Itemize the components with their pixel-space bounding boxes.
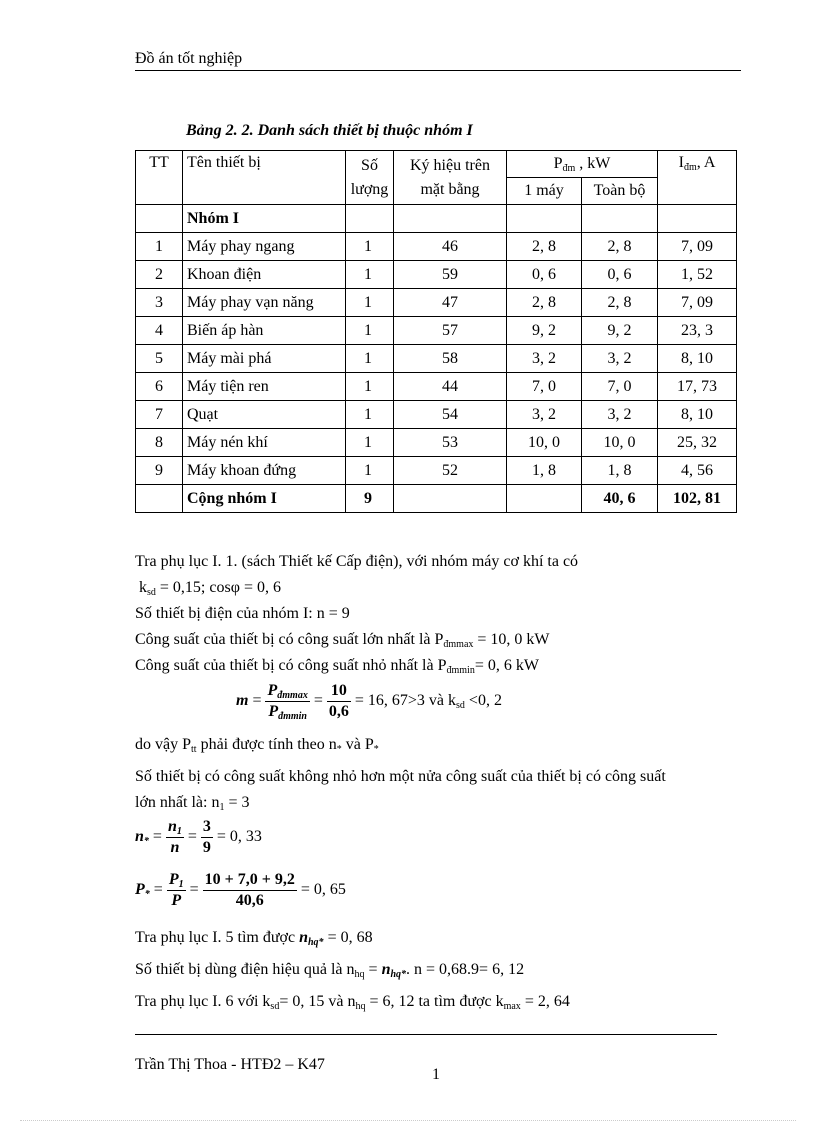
footer-rule [135,1034,717,1035]
text-line-4: Công suất của thiết bị có công suất lớn nhất là $P_{đmmax} = 10$, 0 kW [135,631,550,650]
cell-name: Máy phay vạn năng [183,289,346,317]
header-rule [135,70,741,71]
header-title: Đồ án tốt nghiệp [135,50,243,67]
cell-qty: 1 [346,261,394,289]
header-symbol: Ký hiệu trên mặt bằng [394,151,507,205]
cell-i: 8, 10 [658,401,737,429]
table-row [136,289,737,317]
table-row [136,401,737,429]
cell-sym: 44 [394,373,507,401]
cell-sym: 58 [394,345,507,373]
page-number: 1 [432,1066,440,1083]
cell-qty: 1 [346,233,394,261]
cell-tt: 5 [136,345,183,373]
cell-pall: 7, 0 [582,373,658,401]
text-line-3: Số thiết bị điện của nhóm I: n = 9 [135,605,350,622]
cell-sym: 57 [394,317,507,345]
cell-pall: 2, 8 [582,289,658,317]
cell-sym: 52 [394,457,507,485]
text-line-8: lớn nhất là: $n_1 = 3$ [135,794,250,813]
header-power-all: Toàn bộ [582,178,658,205]
cell-name: Máy khoan đứng [183,457,346,485]
cell-qty: 1 [346,345,394,373]
cell-qty: 1 [346,373,394,401]
cell-pall: 9, 2 [582,317,658,345]
cell-pall: 2, 8 [582,233,658,261]
header-power: $P_{đm}$ , kW [507,151,658,178]
text-line-7: Số thiết bị có công suất không nhỏ hơn một nửa công suất của thiết bị có công suất [135,768,666,785]
cell-qty: 1 [346,429,394,457]
cell-pall: 3, 2 [582,345,658,373]
text-line-10: Số thiết bị dùng điện hiệu quả là $n_{hq} = n_{hq*}$. n = 0,68.9= 6, 12 [135,961,525,980]
cell-p1: 9, 2 [507,317,582,345]
cell-name: Máy mài phá [183,345,346,373]
cell-tt: 7 [136,401,183,429]
table-row [136,373,737,401]
cell-name: Máy nén khí [183,429,346,457]
cell-qty: 1 [346,317,394,345]
cell-i: 17, 73 [658,373,737,401]
cell-p1: 3, 2 [507,401,582,429]
table-row [136,233,737,261]
cell-name: Biến áp hàn [183,317,346,345]
cell-p1: 1, 8 [507,457,582,485]
cell-name: Quạt [183,401,346,429]
cell-p1: 0, 6 [507,261,582,289]
cell-tt: 2 [136,261,183,289]
header-current: $I_{đm}$, A [658,151,737,205]
table-row [136,261,737,289]
cell-pall: 3, 2 [582,401,658,429]
cell-qty: 1 [346,289,394,317]
cell-name: Máy phay ngang [183,233,346,261]
cell-name: Máy tiện ren [183,373,346,401]
cell-pall: 10, 0 [582,429,658,457]
table-caption: Bảng 2. 2. Danh sách thiết bị thuộc nhóm I [186,122,473,139]
cell-pall: 0, 6 [582,261,658,289]
cell-i: 4, 56 [658,457,737,485]
text-line-1: Tra phụ lục I. 1. (sách Thiết kế Cấp điện), với nhóm máy cơ khí ta có [135,553,579,570]
text-line-2: $k_{sd} = 0,15$; cosφ = 0, 6 [139,579,281,598]
total-row: Cộng nhóm I 9 40, 6 102, 81 [136,485,737,513]
header-tt: TT [136,151,183,205]
text-line-9: Tra phụ lục I. 5 tìm được $n_{hq*} = 0$, 68 [135,929,373,948]
cell-qty: 1 [346,401,394,429]
table-row [136,457,737,485]
formula-n-star: $n_*$ = $\frac{n_1}{n}$ = $\frac{3}{9}$ = 0, 33 [135,818,262,856]
cell-tt: 3 [136,289,183,317]
cell-pall: 1, 8 [582,457,658,485]
table-row [136,317,737,345]
cell-tt: 6 [136,373,183,401]
cell-name: Khoan điện [183,261,346,289]
formula-m: m = $\frac{P_{đmmax}}{P_{đmmin}}$ = $\frac{10}{0,6}$ = 16, 67>3 và $k_{sd} <0$, 2 [236,682,502,722]
cell-tt: 8 [136,429,183,457]
text-line-11: Tra phụ lục I. 6 với $k_{sd}= 0$, 15 và $n_{hq} = 6$, 12 ta tìm được $k_{max} = 2$, 64 [135,993,570,1012]
text-line-6: do vậy $P_{tt}$ phải được tính theo $n_*$ và $P_*$ [135,736,379,755]
cell-sym: 59 [394,261,507,289]
device-table [135,150,737,513]
cell-sym: 53 [394,429,507,457]
header-name: Tên thiết bị [183,151,346,205]
cell-p1: 10, 0 [507,429,582,457]
cell-qty: 1 [346,457,394,485]
cell-sym: 47 [394,289,507,317]
formula-p-star: $P_*$ = $\frac{P_1}{P}$ = $\frac{10 + 7,0 + 9,2}{40,6}$ = 0, 65 [135,871,346,909]
text-line-5: Công suất của thiết bị có công suất nhỏ nhất là $P_{đmmin}= 0$, 6 kW [135,657,539,676]
header-qty: Số lượng [346,151,394,205]
group-label: Nhóm I [183,205,346,233]
cell-i: 25, 32 [658,429,737,457]
cell-p1: 2, 8 [507,289,582,317]
table-row [136,429,737,457]
cell-p1: 2, 8 [507,233,582,261]
cell-i: 7, 09 [658,233,737,261]
cell-p1: 7, 0 [507,373,582,401]
cell-i: 1, 52 [658,261,737,289]
table-row [136,345,737,373]
cell-tt: 9 [136,457,183,485]
cell-sym: 54 [394,401,507,429]
footer-author: Trần Thị Thoa - HTĐ2 – K47 [135,1056,325,1073]
header-power-one: 1 máy [507,178,582,205]
cell-p1: 3, 2 [507,345,582,373]
cell-i: 8, 10 [658,345,737,373]
page-edge [20,1120,796,1121]
cell-i: 23, 3 [658,317,737,345]
cell-tt: 4 [136,317,183,345]
cell-sym: 46 [394,233,507,261]
cell-i: 7, 09 [658,289,737,317]
cell-tt: 1 [136,233,183,261]
